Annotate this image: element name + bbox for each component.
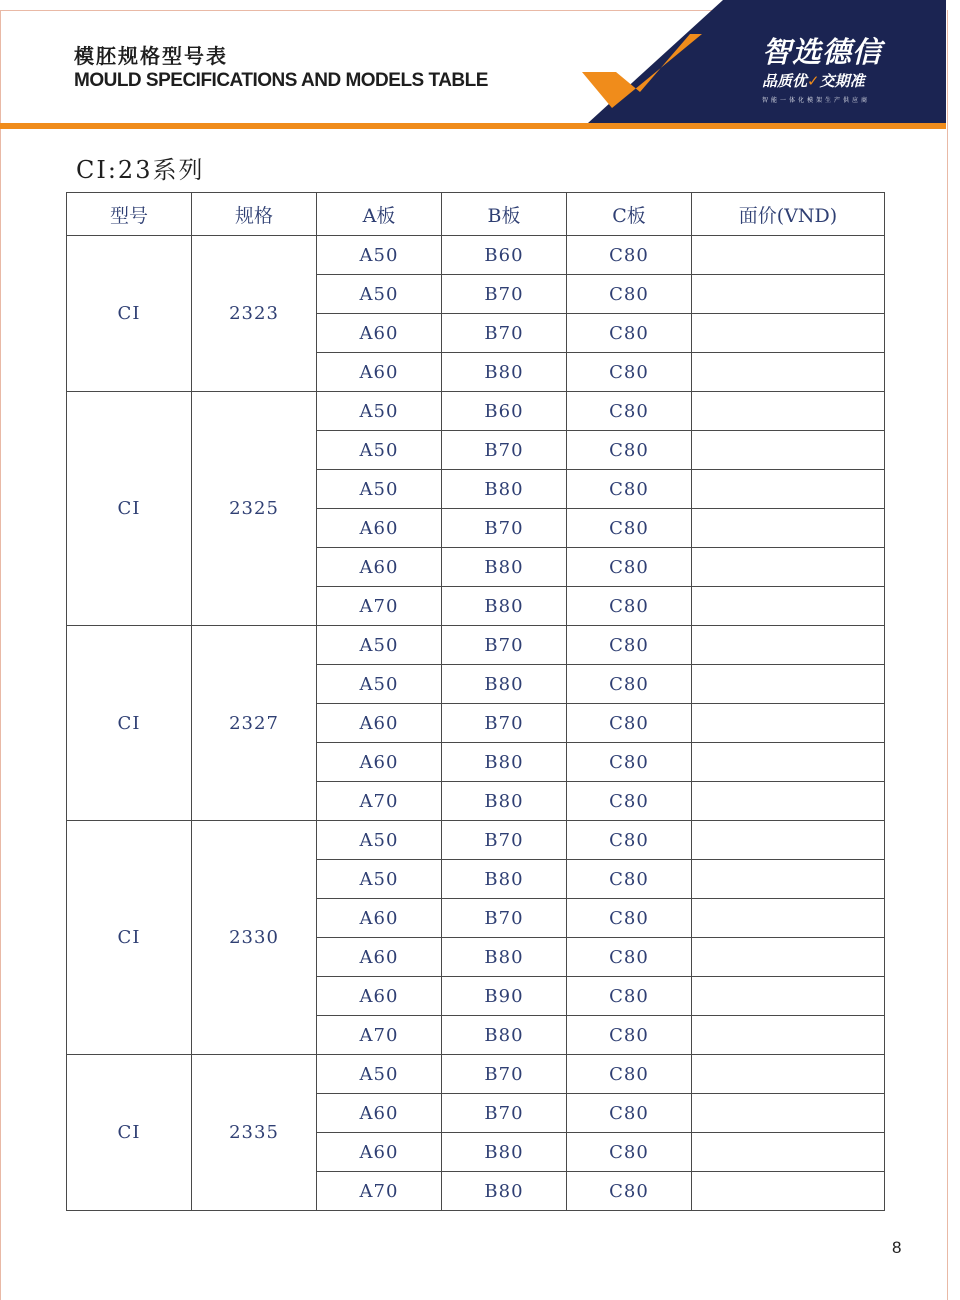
a-plate-cell: A60 xyxy=(317,899,442,938)
page-title-cn: 模胚规格型号表 xyxy=(74,44,228,68)
b-plate-cell: B70 xyxy=(442,1055,567,1094)
table-header-row xyxy=(67,193,885,236)
c-plate-cell: C80 xyxy=(567,821,692,860)
model-cell: CI xyxy=(67,821,192,1055)
price-cell xyxy=(692,470,885,509)
price-cell xyxy=(692,977,885,1016)
price-cell xyxy=(692,821,885,860)
price-cell xyxy=(692,548,885,587)
c-plate-cell: C80 xyxy=(567,509,692,548)
price-cell xyxy=(692,1055,885,1094)
a-plate-cell: A60 xyxy=(317,1133,442,1172)
a-plate-cell: A50 xyxy=(317,860,442,899)
c-plate-cell: C80 xyxy=(567,548,692,587)
brand-slogan-left: 品质优 xyxy=(762,72,808,90)
price-cell xyxy=(692,353,885,392)
price-cell xyxy=(692,1172,885,1211)
header-divider xyxy=(0,123,946,129)
spec-cell: 2327 xyxy=(192,626,317,821)
c-plate-cell: C80 xyxy=(567,782,692,821)
b-plate-cell: B80 xyxy=(442,860,567,899)
check-icon: ✓ xyxy=(807,72,820,90)
model-cell: CI xyxy=(67,236,192,392)
a-plate-cell: A60 xyxy=(317,509,442,548)
a-plate-cell: A50 xyxy=(317,236,442,275)
c-plate-cell: C80 xyxy=(567,860,692,899)
price-cell xyxy=(692,704,885,743)
price-cell xyxy=(692,899,885,938)
b-plate-cell: B80 xyxy=(442,782,567,821)
b-plate-cell: B80 xyxy=(442,1133,567,1172)
b-plate-cell: B80 xyxy=(442,743,567,782)
table-row xyxy=(67,821,885,860)
table-row xyxy=(67,626,885,665)
a-plate-cell: A60 xyxy=(317,704,442,743)
spec-table xyxy=(66,192,885,1211)
a-plate-cell: A50 xyxy=(317,626,442,665)
page-border-left xyxy=(0,10,1,1300)
b-plate-cell: B80 xyxy=(442,1172,567,1211)
b-plate-cell: B80 xyxy=(442,665,567,704)
c-plate-cell: C80 xyxy=(567,392,692,431)
header-b-plate: B板 xyxy=(442,193,567,236)
c-plate-cell: C80 xyxy=(567,470,692,509)
a-plate-cell: A50 xyxy=(317,1055,442,1094)
c-plate-cell: C80 xyxy=(567,587,692,626)
price-cell xyxy=(692,314,885,353)
b-plate-cell: B90 xyxy=(442,977,567,1016)
a-plate-cell: A70 xyxy=(317,587,442,626)
b-plate-cell: B80 xyxy=(442,1016,567,1055)
a-plate-cell: A70 xyxy=(317,1016,442,1055)
a-plate-cell: A60 xyxy=(317,743,442,782)
price-cell xyxy=(692,743,885,782)
b-plate-cell: B60 xyxy=(442,236,567,275)
page-title-en: MOULD SPECIFICATIONS AND MODELS TABLE xyxy=(74,70,488,91)
spec-cell: 2330 xyxy=(192,821,317,1055)
a-plate-cell: A50 xyxy=(317,275,442,314)
c-plate-cell: C80 xyxy=(567,899,692,938)
brand-name: 智选德信 xyxy=(762,35,883,69)
c-plate-cell: C80 xyxy=(567,275,692,314)
price-cell xyxy=(692,1094,885,1133)
a-plate-cell: A60 xyxy=(317,977,442,1016)
model-cell: CI xyxy=(67,1055,192,1211)
c-plate-cell: C80 xyxy=(567,704,692,743)
brand-slogan-right: 交期准 xyxy=(819,72,865,90)
spec-cell: 2323 xyxy=(192,236,317,392)
a-plate-cell: A50 xyxy=(317,665,442,704)
table-row xyxy=(67,236,885,275)
b-plate-cell: B70 xyxy=(442,1094,567,1133)
a-plate-cell: A50 xyxy=(317,392,442,431)
price-cell xyxy=(692,431,885,470)
a-plate-cell: A50 xyxy=(317,821,442,860)
price-cell xyxy=(692,392,885,431)
b-plate-cell: B70 xyxy=(442,821,567,860)
price-cell xyxy=(692,665,885,704)
price-cell xyxy=(692,626,885,665)
c-plate-cell: C80 xyxy=(567,626,692,665)
a-plate-cell: A60 xyxy=(317,548,442,587)
c-plate-cell: C80 xyxy=(567,938,692,977)
brand-tagline: 智能一体化模架生产供应商 xyxy=(762,97,871,104)
a-plate-cell: A50 xyxy=(317,431,442,470)
header-model: 型号 xyxy=(67,193,192,236)
series-title: CI:23系列 xyxy=(76,156,205,184)
spec-cell: 2335 xyxy=(192,1055,317,1211)
c-plate-cell: C80 xyxy=(567,1133,692,1172)
price-cell xyxy=(692,782,885,821)
header-a-plate: A板 xyxy=(317,193,442,236)
b-plate-cell: B60 xyxy=(442,392,567,431)
a-plate-cell: A70 xyxy=(317,1172,442,1211)
a-plate-cell: A60 xyxy=(317,938,442,977)
b-plate-cell: B70 xyxy=(442,626,567,665)
b-plate-cell: B80 xyxy=(442,470,567,509)
b-plate-cell: B70 xyxy=(442,899,567,938)
b-plate-cell: B70 xyxy=(442,509,567,548)
c-plate-cell: C80 xyxy=(567,1172,692,1211)
c-plate-cell: C80 xyxy=(567,1094,692,1133)
price-cell xyxy=(692,860,885,899)
header-spec: 规格 xyxy=(192,193,317,236)
table-row xyxy=(67,1055,885,1094)
c-plate-cell: C80 xyxy=(567,353,692,392)
header-c-plate: C板 xyxy=(567,193,692,236)
c-plate-cell: C80 xyxy=(567,1016,692,1055)
b-plate-cell: B70 xyxy=(442,704,567,743)
price-cell xyxy=(692,275,885,314)
brand-block xyxy=(762,36,912,104)
model-cell: CI xyxy=(67,626,192,821)
header-price: 面价(VND) xyxy=(692,193,885,236)
c-plate-cell: C80 xyxy=(567,665,692,704)
price-cell xyxy=(692,236,885,275)
c-plate-cell: C80 xyxy=(567,743,692,782)
a-plate-cell: A50 xyxy=(317,470,442,509)
b-plate-cell: B80 xyxy=(442,938,567,977)
price-cell xyxy=(692,587,885,626)
a-plate-cell: A60 xyxy=(317,314,442,353)
b-plate-cell: B70 xyxy=(442,314,567,353)
c-plate-cell: C80 xyxy=(567,314,692,353)
c-plate-cell: C80 xyxy=(567,431,692,470)
a-plate-cell: A60 xyxy=(317,1094,442,1133)
table-row xyxy=(67,392,885,431)
brand-slogan xyxy=(762,70,912,91)
c-plate-cell: C80 xyxy=(567,236,692,275)
c-plate-cell: C80 xyxy=(567,977,692,1016)
price-cell xyxy=(692,1016,885,1055)
a-plate-cell: A70 xyxy=(317,782,442,821)
b-plate-cell: B70 xyxy=(442,431,567,470)
price-cell xyxy=(692,938,885,977)
price-cell xyxy=(692,509,885,548)
c-plate-cell: C80 xyxy=(567,1055,692,1094)
b-plate-cell: B80 xyxy=(442,587,567,626)
page-border-right xyxy=(947,10,948,1300)
page-number: 8 xyxy=(892,1238,902,1257)
model-cell: CI xyxy=(67,392,192,626)
b-plate-cell: B80 xyxy=(442,548,567,587)
table-body xyxy=(67,236,885,1211)
spec-cell: 2325 xyxy=(192,392,317,626)
a-plate-cell: A60 xyxy=(317,353,442,392)
b-plate-cell: B70 xyxy=(442,275,567,314)
b-plate-cell: B80 xyxy=(442,353,567,392)
price-cell xyxy=(692,1133,885,1172)
